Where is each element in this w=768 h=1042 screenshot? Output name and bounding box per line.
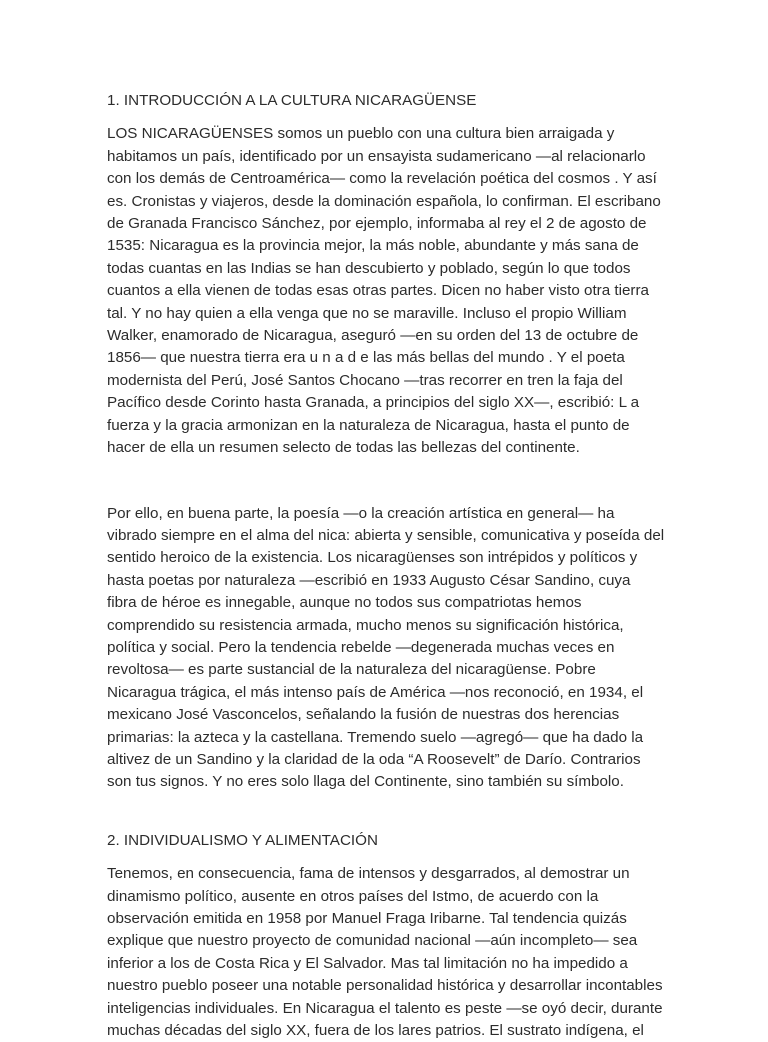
text-line: sentido heroico de la existencia. Los nicaragüenses son intrépidos y políticos y xyxy=(107,549,638,567)
text-line: hasta poetas por naturaleza —escribió en 1933 Augusto César Sandino, cuya xyxy=(107,571,631,589)
text-line: explique que nuestro proyecto de comunidad nacional —aún incompleto— sea xyxy=(107,932,638,950)
document-body xyxy=(107,90,667,1042)
text-line: fuerza y la gracia armonizan en la naturaleza de Nicaragua, hasta el punto de xyxy=(107,416,630,434)
text-line: Nicaragua trágica, el más intenso país de América —nos reconoció, en 1934, el xyxy=(107,683,644,701)
text-line: observación emitida en 1958 por Manuel Fraga Iribarne. Tal tendencia quizás xyxy=(107,910,627,927)
text-line: Tenemos, en consecuencia, fama de intensos y desgarrados, al demostrar un xyxy=(107,865,630,883)
text-line: habitamos un país, identificado por un ensayista sudamericano —al relacionarlo xyxy=(107,147,646,165)
text-line: altivez de un Sandino y la claridad de la oda “A Roosevelt” de Darío. Contrarios xyxy=(107,750,641,768)
text-line: revoltosa— es parte sustancial de la naturaleza del nicaragüense. Pobre xyxy=(107,661,596,679)
text-line: nuestro pueblo poseer una notable personalidad histórica y desarrollar incontables xyxy=(107,977,663,995)
text-line: es. Cronistas y viajeros, desde la dominación española, lo confirman. El escribano xyxy=(107,192,661,210)
text-line: de Granada Francisco Sánchez, por ejemplo, informaba al rey el 2 de agosto de xyxy=(107,215,647,233)
text-line: Walker, enamorado de Nicaragua, aseguró —en su orden del 13 de octubre de xyxy=(107,327,639,345)
text-line: con los demás de Centroamérica— como la revelación poética del cosmos . Y así xyxy=(107,170,657,188)
section-heading-introduccion: 1. INTRODUCCIÓN A LA CULTURA NICARAGÜENSE xyxy=(107,92,477,109)
text-line: política y social. Pero la tendencia rebelde —degenerada muchas veces en xyxy=(107,638,615,656)
text-line: fibra de héroe es innegable, aunque no todos sus compatriotas hemos xyxy=(107,594,582,612)
text-line: LOS NICARAGÜENSES somos un pueblo con una cultura bien arraigada y xyxy=(107,125,615,143)
text-line: Pacífico desde Corinto hasta Granada, a principios del siglo XX—, escribió: L a xyxy=(107,394,640,412)
text-line: primarias: la azteca y la castellana. Tremendo suelo —agregó— que ha dado la xyxy=(107,728,644,746)
text-line: tal. Y no hay quien a ella venga que no se maraville. Incluso el propio William xyxy=(107,304,627,322)
text-line: todas cuantas en las Indias se han descubierto y poblado, según lo que todos xyxy=(107,259,631,277)
section-heading-individualismo: 2. INDIVIDUALISMO Y ALIMENTACIÓN xyxy=(107,831,378,849)
text-line: modernista del Perú, José Santos Chocano —tras recorrer en tren la faja del xyxy=(107,371,623,389)
text-line: Por ello, en buena parte, la poesía —o la creación artística en general— ha xyxy=(107,504,615,522)
text-line: vibrado siempre en el alma del nica: abierta y sensible, comunicativa y poseída del xyxy=(107,526,665,544)
text-line: cuantos a ella vienen de todas esas otras partes. Dicen no haber visto otra tierra xyxy=(107,282,649,300)
text-line: hacer de ella un resumen selecto de todas las bellezas del continente. xyxy=(107,439,580,457)
text-line: mexicano José Vasconcelos, señalando la fusión de nuestras dos herencias xyxy=(107,706,620,724)
text-line: son tus signos. Y no eres solo llaga del Continente, sino también su símbolo. xyxy=(107,773,624,791)
text-line: dinamismo político, ausente en otros países del Istmo, de acuerdo con la xyxy=(107,887,599,905)
text-line: comprendido su resistencia armada, mucho menos su significación histórica, xyxy=(107,616,624,634)
text-line: inteligencias individuales. En Nicaragua el talento es peste —se oyó decir, durante xyxy=(107,999,663,1017)
text-line: muchas décadas del siglo XX, fuera de los lares patrios. El sustrato indígena, el xyxy=(107,1022,644,1040)
paragraph-nicaraguenses xyxy=(107,123,667,459)
text-line: 1856— que nuestra tierra era u n a d e las más bellas del mundo . Y el poeta xyxy=(107,349,625,367)
text-line: 1535: Nicaragua es la provincia mejor, la más noble, abundante y más sana de xyxy=(107,237,639,255)
text-line: inferior a los de Costa Rica y El Salvador. Mas tal limitación no ha impedido a xyxy=(107,954,628,972)
paragraph-poesia xyxy=(107,503,667,794)
paragraph-intensos xyxy=(107,863,667,1042)
